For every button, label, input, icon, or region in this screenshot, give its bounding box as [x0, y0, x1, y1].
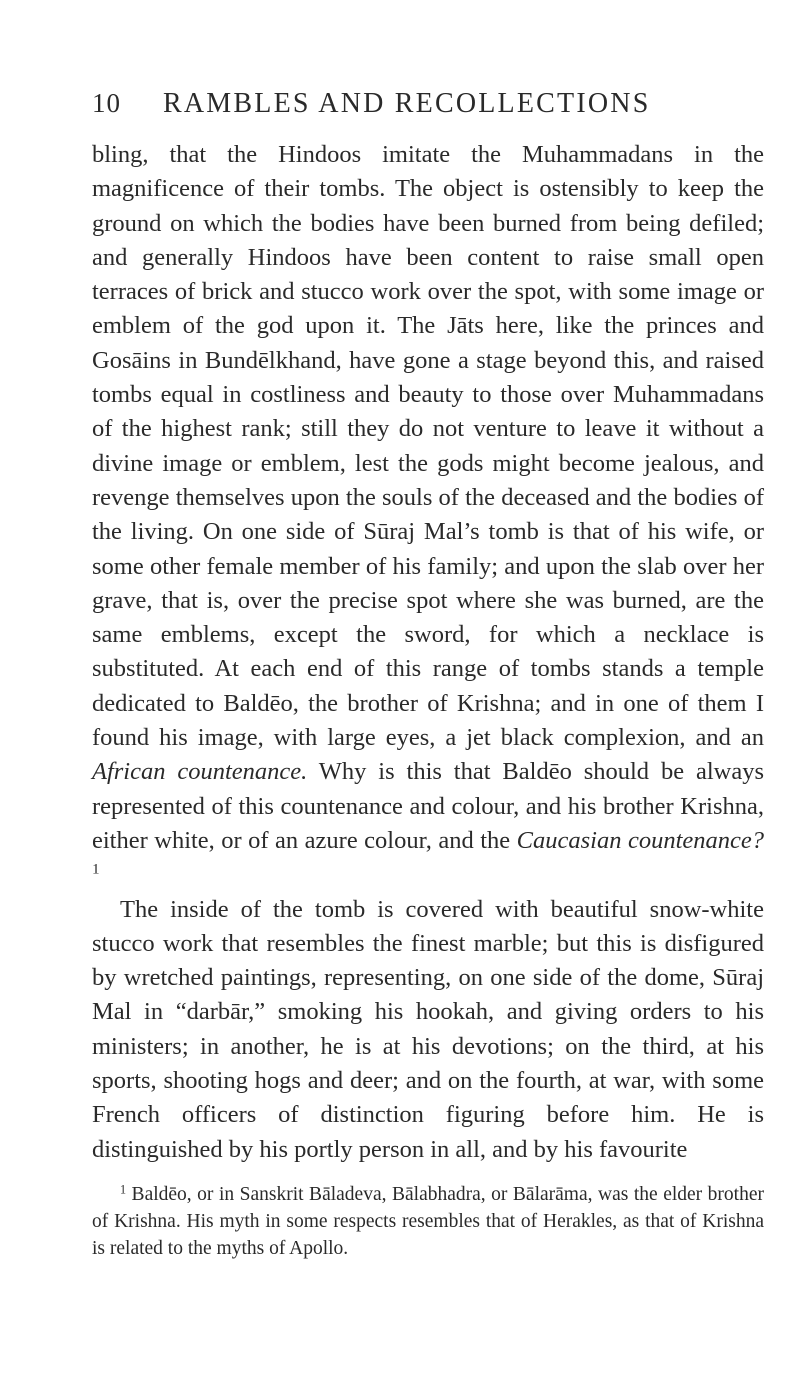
- footnote-1: [92, 1181, 764, 1262]
- footnotes: [92, 1181, 764, 1262]
- paragraph-1: [92, 138, 764, 893]
- paragraph-1-text-b: Why is this that Baldēo should be always represented of this countenance and colour, and his brother Krishna, either white, or of an azure colour, and the: [92, 758, 764, 854]
- italic-phrase-caucasian: Caucasian countenance?: [516, 826, 764, 854]
- running-title: RAMBLES AND RECOLLECTIONS: [163, 88, 651, 119]
- running-head: [92, 88, 764, 128]
- footnote-text: Baldēo, or in Sanskrit Bāladeva, Bālabhadra, or Bālarāma, was the elder brother of Krishna. His myth in some respects resembles that of Herakles, as that of Krishna is related to the myths of Apollo.: [92, 1183, 764, 1259]
- italic-phrase-african: African countenance.: [92, 758, 308, 786]
- body-text: [92, 138, 764, 1167]
- footnote-reference: 1: [92, 860, 100, 878]
- page-number: 10: [92, 88, 121, 118]
- paragraph-1-text-a: bling, that the Hindoos imitate the Muhammadans in the magnificence of their tombs. The object is ostensibly to keep the ground on which the bodies have been burned from being defiled; and generally Hindoos have been content to raise small open terraces of brick and stucco work over the spot, with some image or emblem of the god upon it. The Jāts here, like the princes and Gosāins in Bundēlkhand, have gone a stage beyond this, and raised tombs equal in costliness and beauty to those over Muhammadans of the highest rank; still they do not venture to leave it without a divine image or emblem, lest the gods might become jealous, and revenge themselves upon the souls of the deceased and the bodies of the living. On one side of Sūraj Mal’s tomb is that of his wife, or some other female member of his family; and upon the slab over her grave, that is, over the precise spot where she was burned, are the same emblems, except the sword, for which a necklace is substituted. At each end of this range of tombs stands a temple dedicated to Baldēo, the brother of Krishna; and in one of them I found his image, with large eyes, a jet black complexion, and an: [92, 141, 764, 752]
- paragraph-2: The inside of the tomb is covered with beautiful snow-white stucco work that resembles the finest marble; but this is disfigured by wretched paintings, representing, on one side of the dome, Sūraj Mal in “darbār,” smoking his hookah, and giving orders to his ministers; in another, he is at his devotions; on the third, at his sports, shooting hogs and deer; and on the fourth, at war, with some French officers of distinction figuring before him. He is distinguished by his portly person in all, and by his favourite: [92, 895, 764, 1163]
- footnote-marker: 1: [120, 1182, 127, 1197]
- book-page: [92, 88, 764, 1262]
